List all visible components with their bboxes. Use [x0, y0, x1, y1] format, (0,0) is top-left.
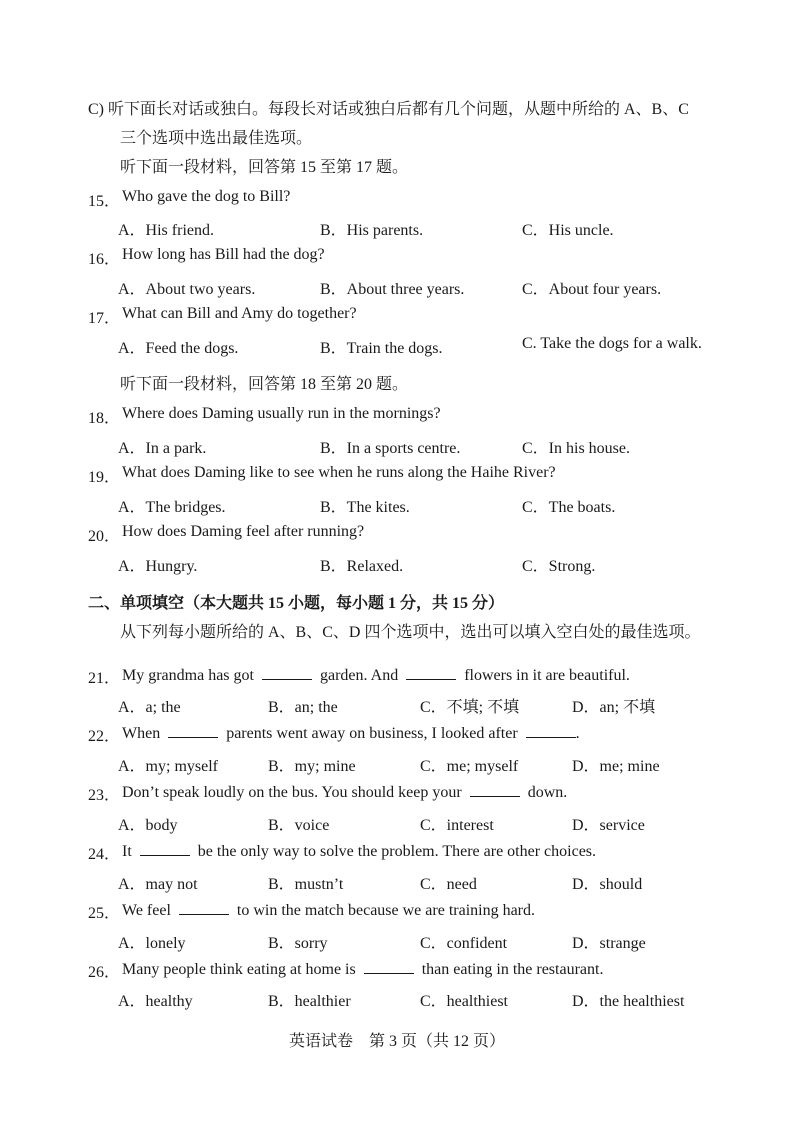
question-number: 18．: [88, 410, 121, 427]
option-d: D．me; mine: [572, 758, 660, 775]
option-b: B．my; mine: [268, 758, 356, 775]
question-text: Where does Daming usually run in the mornings?: [122, 405, 441, 422]
question-number: 20．: [88, 528, 121, 545]
option-b: B．voice: [268, 817, 330, 834]
option-c: C. Take the dogs for a walk.: [522, 335, 702, 352]
section-c-intro-18-20: 听下面一段材料，回答第 18 至第 20 题。: [120, 376, 409, 393]
answer-blank: [526, 723, 576, 738]
question-number: 24．: [88, 846, 121, 863]
option-b: B．healthier: [268, 993, 351, 1010]
option-a: A．About two years.: [118, 281, 256, 298]
option-b: B．mustn’t: [268, 876, 344, 893]
option-a: A．Hungry.: [118, 558, 198, 575]
option-b: B．an; the: [268, 699, 338, 716]
option-b: B．Train the dogs.: [320, 340, 443, 357]
option-b: B．In a sports centre.: [320, 440, 461, 457]
option-c: C．me; myself: [420, 758, 519, 775]
option-b: B．About three years.: [320, 281, 465, 298]
question-number: 22．: [88, 728, 121, 745]
question-text: When parents went away on business, I looked after .: [122, 725, 580, 742]
option-c: C．The boats.: [522, 499, 616, 516]
question-number: 26．: [88, 964, 121, 981]
question-number: 19．: [88, 469, 121, 486]
section-2-instruction: 从下列每小题所给的 A、B、C、D 四个选项中，选出可以填入空白处的最佳选项。: [120, 624, 701, 641]
question-text: Don’t speak loudly on the bus. You should keep your down.: [122, 784, 568, 801]
option-c: C．About four years.: [522, 281, 662, 298]
option-d: D．the healthiest: [572, 993, 685, 1010]
question-text: Who gave the dog to Bill?: [122, 188, 291, 205]
question-text: It be the only way to solve the problem. There are other choices.: [122, 843, 597, 860]
option-b: B．Relaxed.: [320, 558, 404, 575]
option-a: A．The bridges.: [118, 499, 226, 516]
question-text: How long has Bill had the dog?: [122, 246, 325, 263]
question-text: Many people think eating at home is than eating in the restaurant.: [122, 961, 604, 978]
option-a: A．may not: [118, 876, 198, 893]
answer-blank: [364, 959, 414, 974]
question-text: My grandma has got garden. And flowers in it are beautiful.: [122, 667, 630, 684]
answer-blank: [179, 900, 229, 915]
answer-blank: [140, 841, 190, 856]
page-footer: 英语试卷 第 3 页（共 12 页）: [288, 1033, 505, 1050]
option-a: A．lonely: [118, 935, 186, 952]
option-c: C．need: [420, 876, 477, 893]
option-a: A．body: [118, 817, 178, 834]
option-d: D．service: [572, 817, 645, 834]
question-text: What can Bill and Amy do together?: [122, 305, 357, 322]
question-text: We feel to win the match because we are training hard.: [122, 902, 536, 919]
option-c: C．healthiest: [420, 993, 508, 1010]
question-text: How does Daming feel after running?: [122, 523, 365, 540]
option-a: A．Feed the dogs.: [118, 340, 239, 357]
answer-blank: [262, 665, 312, 680]
option-c: C．interest: [420, 817, 494, 834]
option-c: C．confident: [420, 935, 508, 952]
option-b: B．sorry: [268, 935, 328, 952]
question-number: 16．: [88, 251, 121, 268]
option-c: C．In his house.: [522, 440, 631, 457]
option-b: B．The kites.: [320, 499, 410, 516]
option-a: A．a; the: [118, 699, 181, 716]
question-number: 21．: [88, 670, 121, 687]
section-c-intro-15-17: 听下面一段材料，回答第 15 至第 17 题。: [120, 159, 409, 176]
section-c-instruction-line2: 三个选项中选出最佳选项。: [120, 130, 313, 147]
option-a: A．healthy: [118, 993, 193, 1010]
option-c: C．His uncle.: [522, 222, 614, 239]
option-d: D．should: [572, 876, 643, 893]
option-d: D．strange: [572, 935, 646, 952]
question-number: 23．: [88, 787, 121, 804]
answer-blank: [470, 782, 520, 797]
question-number: 17．: [88, 310, 121, 327]
answer-blank: [406, 665, 456, 680]
section-2-heading: 二、单项填空（本大题共 15 小题，每小题 1 分，共 15 分）: [88, 595, 505, 612]
option-a: A．His friend.: [118, 222, 214, 239]
question-number: 15．: [88, 193, 121, 210]
answer-blank: [168, 723, 218, 738]
option-d: D．an; 不填: [572, 699, 656, 716]
section-c-instruction-line1: C) 听下面长对话或独白。每段长对话或独白后都有几个问题，从题中所给的 A、B、C: [88, 101, 689, 118]
option-b: B．His parents.: [320, 222, 424, 239]
option-a: A．my; myself: [118, 758, 218, 775]
option-c: C．不填; 不填: [420, 699, 520, 716]
option-c: C．Strong.: [522, 558, 596, 575]
question-number: 25．: [88, 905, 121, 922]
option-a: A．In a park.: [118, 440, 207, 457]
question-text: What does Daming like to see when he runs along the Haihe River?: [122, 464, 556, 481]
